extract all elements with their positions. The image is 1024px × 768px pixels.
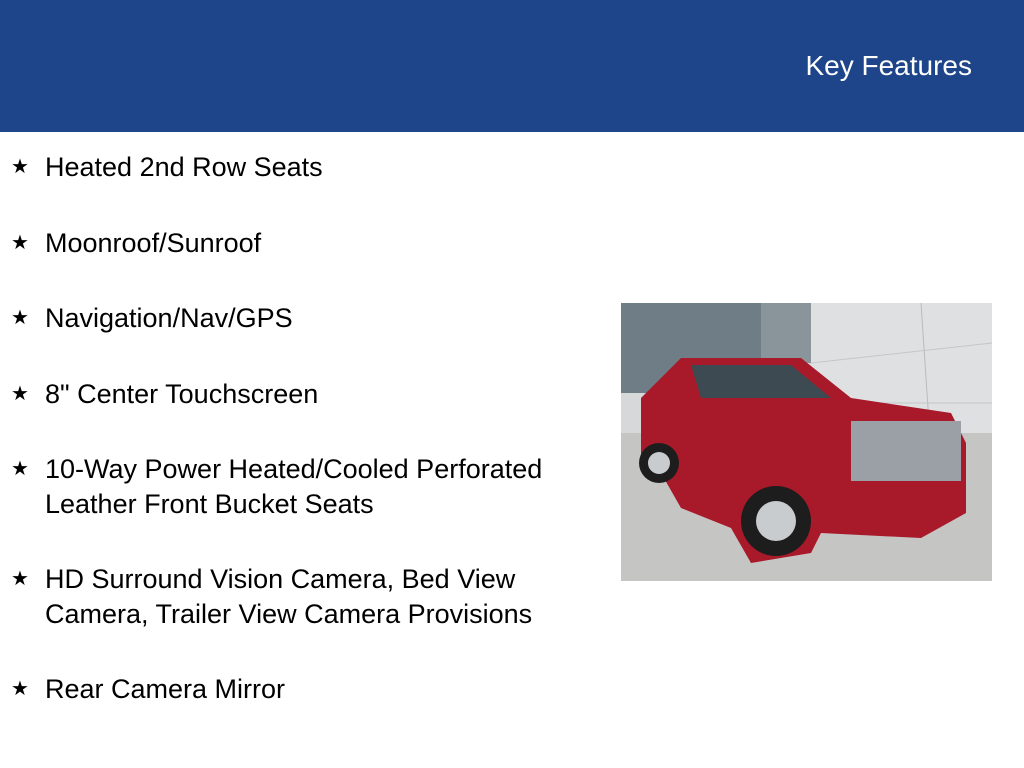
star-icon: ★ <box>11 231 29 254</box>
feature-text: Rear Camera Mirror <box>45 674 286 704</box>
feature-item <box>0 452 585 521</box>
feature-item <box>0 562 585 631</box>
feature-text: Heated 2nd Row Seats <box>45 152 323 182</box>
feature-text: 10-Way Power Heated/Cooled Perforated Leather Front Bucket Seats <box>45 454 543 519</box>
star-icon: ★ <box>11 678 29 700</box>
feature-item <box>0 377 585 412</box>
header-banner <box>0 0 1024 132</box>
feature-text: 8" Center Touchscreen <box>45 378 319 409</box>
star-icon: ★ <box>11 156 29 178</box>
feature-text: Navigation/Nav/GPS <box>45 303 293 333</box>
star-icon: ★ <box>11 458 29 480</box>
feature-item <box>0 301 585 336</box>
vehicle-photo <box>621 303 992 581</box>
feature-item <box>0 150 585 185</box>
star-icon: ★ <box>11 568 29 590</box>
feature-text: Moonroof/Sunroof <box>45 227 262 258</box>
feature-item <box>0 672 585 707</box>
star-icon: ★ <box>11 307 29 329</box>
feature-text: HD Surround Vision Camera, Bed View Camera, Trailer View Camera Provisions <box>45 564 533 629</box>
page-title: Key Features <box>805 50 972 81</box>
feature-list <box>0 150 600 748</box>
feature-item <box>0 226 585 261</box>
star-icon: ★ <box>11 382 29 405</box>
